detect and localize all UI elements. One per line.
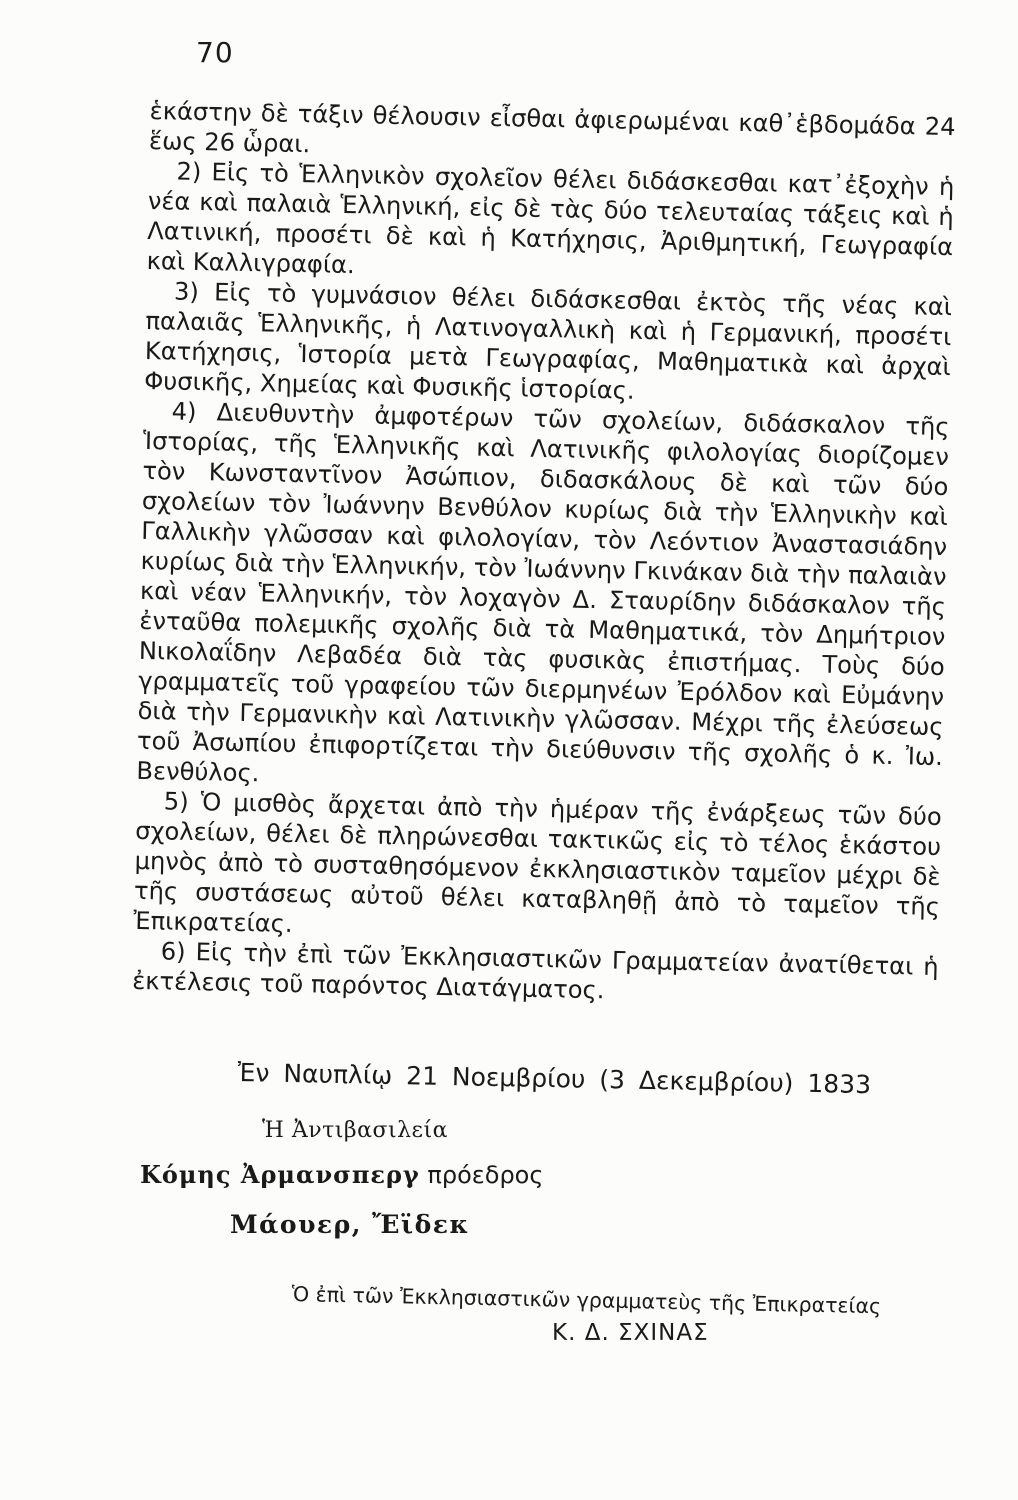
secretary-title: Ὁ ἐπὶ τῶν Ἐκκλησιαστικῶν γραμματεὺς τῆς Ἐπικρατείας [291,1282,882,1319]
secretary-name: Κ. Δ. ΣΧΙΝΑΣ [552,1320,709,1346]
paragraph-3: 3) Εἰς τὸ γυμνάσιον θέλει διδάσκεσθαι ἐκτὸς τῆς νέας καὶ παλαιᾶς Ἑλληνικῆς, ἡ Λατινογαλλικὴ καὶ ἡ Γερμανική, προσέτι Κατήχησις, Ἱστορία μετὰ Γεωγραφίας, Μαθηματικὰ καὶ ἀρχαὶ Φυσικῆς, Χημείας καὶ Φυσικῆς ἱστορίας. [143,277,953,405]
paragraph-4: 4) Διευθυντὴν ἀμφοτέρων τῶν σχολείων, διδάσκαλον τῆς Ἱστορίας, τῆς Ἑλληνικῆς καὶ Λατινικῆς φιλολογίας διορίζομεν τὸν Κωνσταντῖνον Ἀσώπιον, διδασκάλους δὲ καὶ τῶν δύο σχολείων τὸν Ἰωάννην Βενθύλον κυρίως διὰ τὴν Ἑλληνικὴν καὶ Γαλλικὴν γλῶσσαν καὶ φιλολογίαν, τὸν Λεόντιον Ἀναστασιάδην κυρίως διὰ τὴν Ἑλληνικήν, τὸν Ἰωάννην Γκινάκαν διὰ τὴν παλαιὰν καὶ νέαν Ἑλληνικήν, τὸν λοχαγὸν Δ. Σταυρίδην διδάσκαλον τῆς ἐνταῦθα πολεμικῆς σχολῆς διὰ τὰ Μαθηματικά, τὸν Δημήτριον Νικολαΐδην Λεβαδέα διὰ τὰς φυσικὰς ἐπιστήμας. Τοὺς δύο γραμματεῖς τοῦ γραφείου τῶν διερμηνέων Ἐρόλδον καὶ Εὐμάνην διὰ τὴν Γερμανικὴν καὶ Λατινικὴν γλῶσσαν. Μέχρι τῆς ἐλεύσεως τοῦ Ἀσωπίου ἐπιφορτίζεται τὴν διεύθυνσιν τῆς σχολῆς ὁ κ. Ἰω. Βενθύλος. [136,397,950,788]
signature-line-president [140,1160,543,1189]
date-line: Ἐν Ναυπλίῳ 21 Νοεμβρίου (3 Δεκεμβρίου) 1833 [237,1058,872,1100]
regency-label: Ἡ Ἀντιβασιλεία [262,1118,448,1143]
signatory-president-name: Κόμης Ἀρμανσπεργ [140,1160,420,1189]
decree-body [132,96,956,1012]
signatory-president-title: πρόεδρος [427,1161,544,1189]
paragraph-2: 2) Εἰς τὸ Ἑλληνικὸν σχολεῖον θέλει διδάσκεσθαι κατ᾿ἐξοχὴν ἡ νέα καὶ παλαιὰ Ἑλληνική, εἰς δὲ τὰς δύο τελευταίας τάξεις καὶ ἡ Λατινική, προσέτι δὲ καὶ ἡ Κατήχησις, Ἀριθμητική, Γεωγραφία καὶ Καλλιγραφία. [146,157,955,280]
signatory-members: Μάουερ, Ἔϊδεκ [230,1210,470,1239]
paragraph-5: 5) Ὁ μισθὸς ἄρχεται ἀπὸ τὴν ἡμέραν τῆς ἐνάρξεως τῶν δύο σχολείων, θέλει δὲ πληρώνεσθαι τακτικῶς εἰς τὸ τέλος ἑκάστου μηνὸς ἀπὸ τὸ συσταθησόμενον ἐκκλησιαστικὸν ταμεῖον μέχρι δὲ τῆς συστάσεως αὐτοῦ θέλει καταβληθῇ ἀπὸ τὸ ταμεῖον τῆς Ἐπικρατείας. [133,787,942,939]
page-number: 70 [196,36,234,69]
paragraph-6: 6) Εἰς τὴν ἐπὶ τῶν Ἐκκλησιαστικῶν Γραμματείαν ἀνατίθεται ἡ ἐκτέλεσις τοῦ παρόντος Διατάγματος. [131,937,939,1005]
paragraph-1: ἑκάστην δὲ τάξιν θέλουσιν εἶσθαι ἀφιερωμέναι καθ᾿ἑβδομάδα 24 ἕως 26 ὧραι. [148,96,956,159]
